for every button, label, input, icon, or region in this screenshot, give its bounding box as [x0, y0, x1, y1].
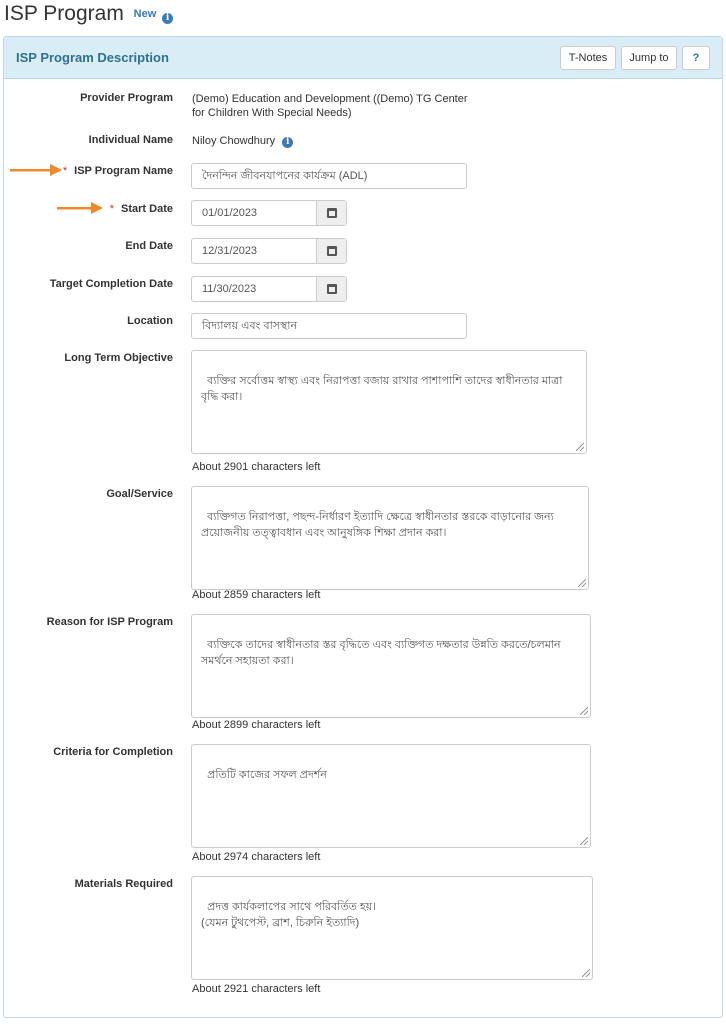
- long-term-objective-text: ব্যক্তির সর্বোত্তম স্বাস্থ্য এবং নিরাপত্তা বজায় রাখার পাশাপাশি তাদের স্বাধীনতার মাত্রা বৃদ্ধি করা।: [201, 375, 566, 403]
- isp-program-name-label-text: ISP Program Name: [74, 165, 173, 177]
- required-marker: *: [109, 203, 115, 215]
- individual-name-value: [192, 134, 293, 148]
- new-badge: New: [133, 8, 157, 20]
- individual-name-label: Individual Name: [88, 134, 173, 146]
- panel-title: ISP Program Description: [16, 50, 169, 65]
- materials-counter: About 2921 characters left: [192, 983, 321, 995]
- criteria-textarea[interactable]: [191, 744, 591, 848]
- start-date-label: [110, 203, 173, 215]
- page-title: [4, 2, 173, 26]
- end-date-field[interactable]: [191, 238, 347, 264]
- isp-program-name-label: [63, 165, 173, 177]
- jump-to-button[interactable]: Jump to: [621, 46, 677, 70]
- end-date-value: 12/31/2023: [202, 245, 258, 257]
- goal-service-counter: About 2859 characters left: [192, 589, 321, 601]
- long-term-objective-textarea[interactable]: [191, 350, 587, 454]
- help-button[interactable]: ?: [682, 46, 710, 70]
- reason-text: ব্যক্তিকে তাদের স্বাধীনতার স্তর বৃদ্ধিতে এবং ব্যক্তিগত দক্ষতার উন্নতি করতে/চলমান সমর্থনে সহায়তা করা।: [201, 639, 564, 667]
- target-completion-date-value: 11/30/2023: [202, 283, 257, 295]
- reason-label: Reason for ISP Program: [46, 616, 173, 628]
- provider-program-value-line2: for Children With Special Needs): [192, 107, 352, 119]
- resize-grip-icon[interactable]: [578, 579, 586, 587]
- reason-counter: About 2899 characters left: [192, 719, 321, 731]
- info-icon[interactable]: i: [162, 13, 173, 24]
- calendar-button[interactable]: [316, 201, 346, 225]
- arrow-indicator-icon: [57, 202, 103, 214]
- resize-grip-icon[interactable]: [580, 707, 588, 715]
- individual-name-text: Niloy Chowdhury: [192, 135, 276, 147]
- start-date-value: 01/01/2023: [202, 207, 258, 219]
- resize-grip-icon[interactable]: [580, 837, 588, 845]
- calendar-icon: [327, 208, 337, 218]
- provider-program-label: Provider Program: [80, 92, 173, 104]
- arrow-indicator-icon: [10, 164, 62, 176]
- goal-service-text: ব্যক্তিগত নিরাপত্তা, পছন্দ-নির্ধারণ ইত্যাদি ক্ষেত্রে স্বাধীনতার স্তরকে বাড়ানোর জন্য প্রয়োজনীয় তত্ত্বাবধান এবং আনুষঙ্গিক শিক্ষা প্রদান করা।: [201, 511, 557, 539]
- resize-grip-icon[interactable]: [582, 969, 590, 977]
- panel-heading: [4, 37, 722, 79]
- calendar-button[interactable]: [316, 277, 346, 301]
- calendar-icon: [327, 284, 337, 294]
- info-icon[interactable]: i: [282, 137, 293, 148]
- materials-label: Materials Required: [74, 878, 173, 890]
- target-completion-date-field[interactable]: [191, 276, 347, 302]
- end-date-label: End Date: [125, 240, 173, 252]
- page-title-text: ISP Program: [4, 2, 124, 25]
- required-marker: *: [62, 165, 68, 177]
- location-label: Location: [127, 315, 173, 327]
- isp-program-name-input[interactable]: দৈনন্দিন জীবনযাপনের কার্যক্রম (ADL): [191, 163, 467, 189]
- criteria-label: Criteria for Completion: [53, 746, 173, 758]
- provider-program-value-line1: (Demo) Education and Development ((Demo) TG Center: [192, 93, 468, 105]
- reason-textarea[interactable]: [191, 614, 591, 718]
- provider-program-value: [192, 92, 468, 120]
- calendar-icon: [327, 246, 337, 256]
- materials-textarea[interactable]: [191, 876, 593, 980]
- t-notes-button[interactable]: T-Notes: [560, 46, 616, 70]
- long-term-objective-counter: About 2901 characters left: [192, 461, 321, 473]
- goal-service-textarea[interactable]: [191, 486, 589, 590]
- criteria-text: প্রতিটি কাজের সফল প্রদর্শন: [207, 769, 327, 781]
- start-date-label-text: Start Date: [121, 203, 173, 215]
- target-completion-date-label: Target Completion Date: [49, 278, 173, 290]
- location-input[interactable]: বিদ্যালয় এবং বাসস্থান: [191, 313, 467, 339]
- criteria-counter: About 2974 characters left: [192, 851, 321, 863]
- long-term-objective-label: Long Term Objective: [64, 352, 173, 364]
- calendar-button[interactable]: [316, 239, 346, 263]
- resize-grip-icon[interactable]: [576, 443, 584, 451]
- goal-service-label: Goal/Service: [106, 488, 173, 500]
- start-date-field[interactable]: [191, 200, 347, 226]
- materials-text: প্রদত্ত কার্যকলাপের সাথে পরিবর্তিত হয়। (যেমন টুথপেস্ট, ব্রাশ, চিরুনি ইত্যাদি): [201, 901, 377, 929]
